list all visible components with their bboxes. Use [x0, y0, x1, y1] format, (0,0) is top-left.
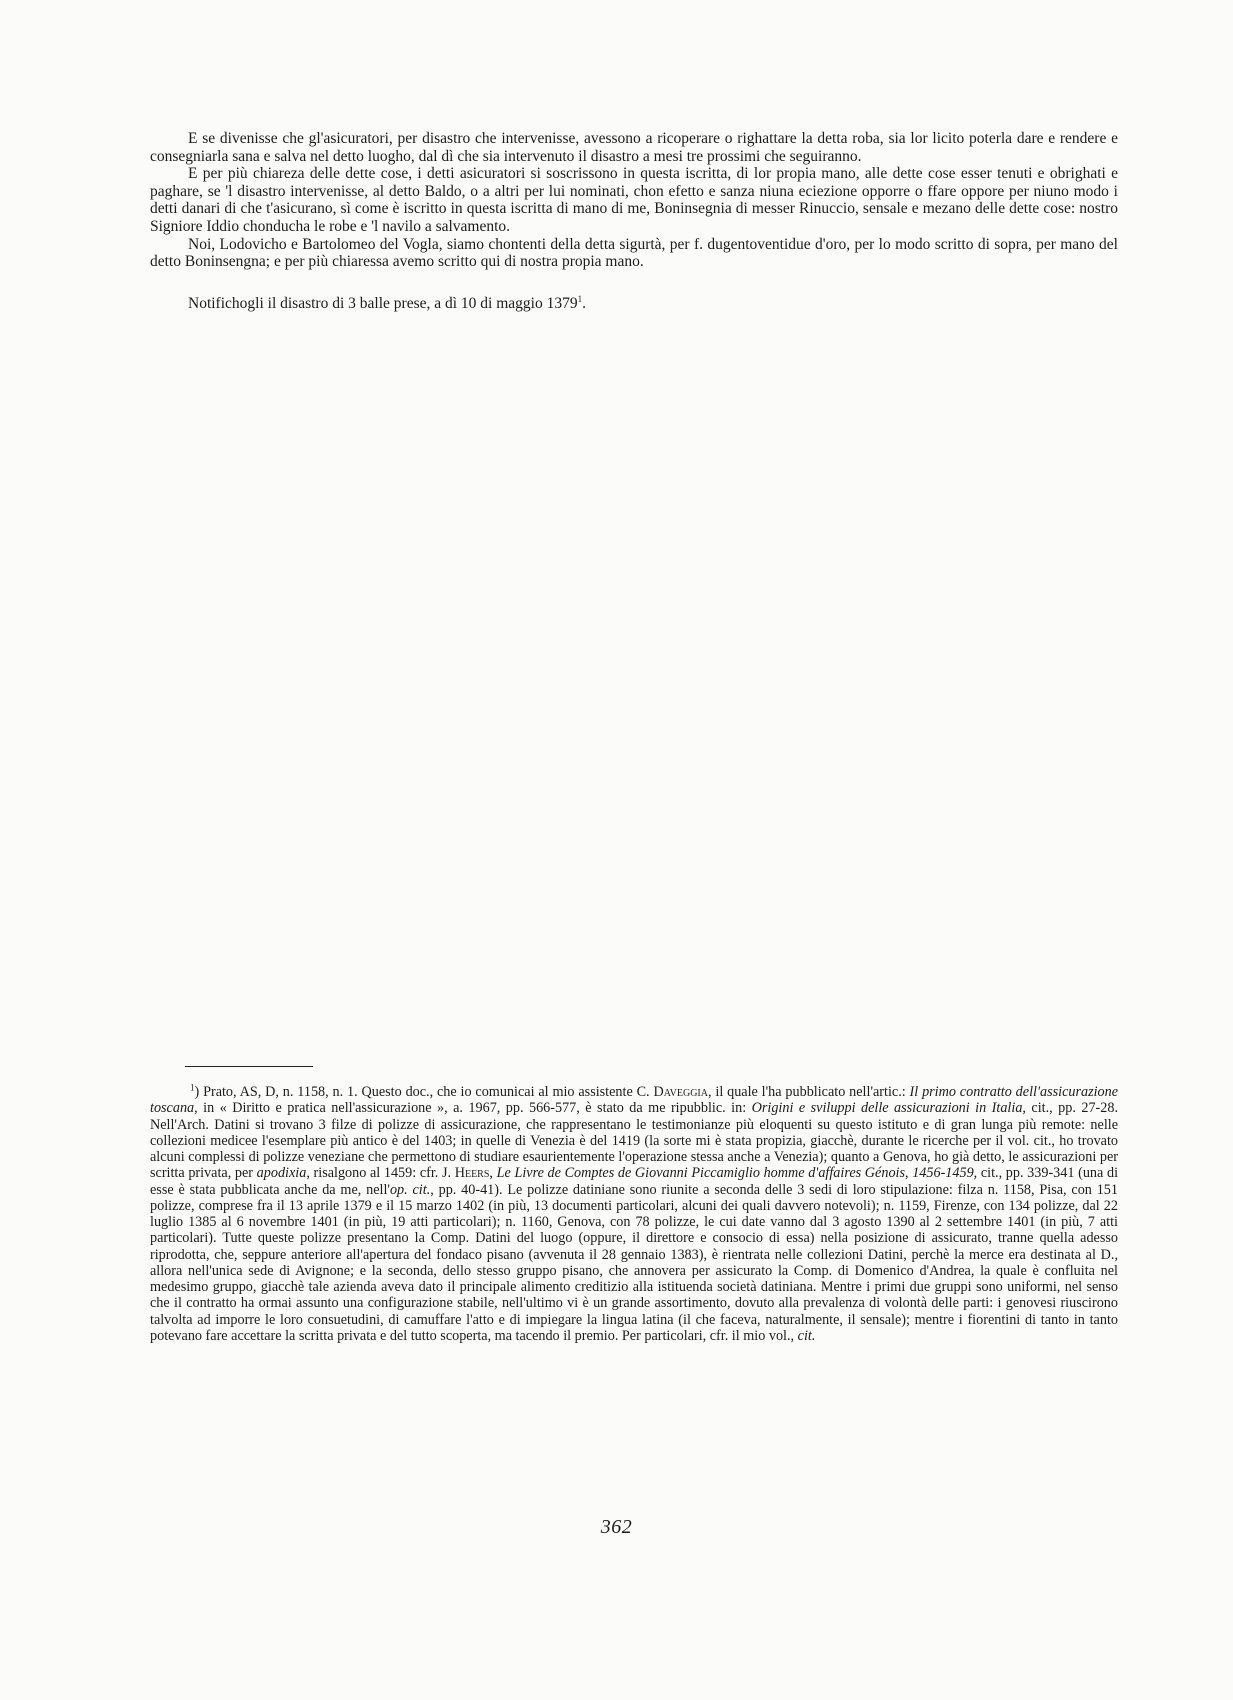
paragraph-signoff: Noi, Lodovicho e Bartolomeo del Vogla, siamo chontenti della detta sigurtà, per f. dugentoventidue d'oro, per lo modo scritto di sopra, per mano del detto Boninsengna; e per più chiaressa avemo scritto qui di nostra propia mano. [150, 235, 1118, 271]
footnote-paragraph [150, 1084, 1118, 1344]
footnote-text: , in « Diritto e pratica nell'assicurazione », a. 1967, pp. 566-577, è stato da me ripubblic. in: [194, 1100, 752, 1117]
footnote-separator [185, 1066, 313, 1067]
footnote-text: , cit., pp. 339-341 (una di esse è stata pubblicata anche da me, nell' [150, 1165, 1119, 1198]
cited-term: apodixia [256, 1165, 307, 1182]
author-name: Daveggia [653, 1084, 708, 1100]
author-name: Heers [454, 1165, 490, 1182]
paragraph-2: E per più chiareza delle dette cose, i detti asicuratori si soscrissono in questa iscritta, di lor propia mano, alle dette cose esser tenuti e obrighati e paghare, se 'l disastro intervenisse, al detto Baldo, o a altri per lui nominati, chon efetto e sanza niuna eciezione opporre o ffare oppore per niuno modo i detti danari di che t'asicurano, sì come è iscritto in questa iscritta di mano di me, Boninsegnia di messer Rinuccio, sensale e mezano delle dette cose: nostro Signiore Iddio chonducha le robe e 'l navilo a salvamento. [150, 165, 1118, 235]
cited-term: cit. [797, 1327, 816, 1344]
footnote-text: ) Prato, AS, D, n. 1158, n. 1. Questo doc., che io comunicai al mio assistente C. [194, 1084, 654, 1100]
notification-end: . [582, 294, 586, 312]
footnote-text: , pp. 40-41). Le polizze datiniane sono riunite a seconda delle 3 sedi di loro stipulazione: filza n. 1158, Pisa, con 151 polizze, comprese fra il 13 aprile 1379 e il 15 marzo 1402 (in più, 13 documenti particolari, alcuni dei quali davvero notevoli); n. 1159, Firenze, con 134 polizze, dal 22 luglio 1385 al 6 novembre 1401 (in più, 19 atti particolari); n. 1160, Genova, con 78 polizze, le cui date vanno dal 3 agosto 1390 al 2 settembre 1401 (in più, 7 atti particolari). Tutte queste polizze presentano la Comp. Datini del luogo (oppure, il direttore e consocio di essa) nella posizione di assicurato, tranne quella adesso riprodotta, che, seppure anteriore all'apertura del fondaco pisano (avvenuta il 28 gennaio 1383), è rientrata nelle collezioni Datini, perchè la merce era destinata al D., allora nell'unica sede di Avignone; e la seconda, dello stesso gruppo pisano, che annovera per assicurato la Comp. di Domenico d'Andrea, la quale è confluita nel medesimo gruppo, giacchè tale azienda aveva dato il principale alimento creditizio alla istituenda società datiniana. Mentre i primi due gruppi sono uniformi, nel senso che il contratto ha ormai assunto una configurazione stabile, nell'ultimo vi è un grande assortimento, dovuto alla prevalenza di volontà delle parti: i genovesi riuscirono talvolta ad imporre le loro consuetudini, di camuffare l'atto e di impiegare la lingua latina (il che faceva, naturalmente, il sensale); mentre i fiorentini di tanto in tanto potevano fare accettare la scritta privata e del tutto scoperta, ma tacendo il premio. Per particolari, cfr. il mio vol., [150, 1181, 1118, 1344]
footnote-text: , risalgono al 1459: cfr. J. [306, 1165, 455, 1182]
footnote-marker: 1 [190, 1082, 195, 1093]
footnote-text: , cit., pp. 27-28. Nell'Arch. Datini si trovano 3 filze di polizze di assicurazione, che rappresentano le testimonianze più eloquenti su questo istituto e di gran lunga più remote: nelle collezioni medicee l'esemplare più antico è del 1403; in quelle di Venezia è del 1419 (la sorte mi è stata propizia, giacchè, durante le ricerche per il vol. cit., ho trovato alcuni complessi di polizze veneziane che permettono di studiare esaurientemente l'operazione stessa anche a Venezia); quanto a Genova, ho già detto, le assicurazioni per scritta privata, per [150, 1100, 1119, 1182]
footnote-reference: 1 [577, 293, 583, 304]
main-text [150, 130, 1118, 312]
notification-text: Notifichogli il disastro di 3 balle prese, a dì 10 di maggio 1379 [188, 294, 578, 312]
cited-title: Il primo contratto dell'assicurazione toscana [150, 1084, 1119, 1117]
cited-title: Origini e sviluppi delle assicurazioni in Italia [751, 1100, 1023, 1117]
page-number: 362 [600, 1516, 633, 1538]
footnote [150, 1084, 1118, 1344]
footnote-text: , il quale l'ha pubblicato nell'artic.: [707, 1084, 910, 1100]
paragraph-1: E se divenisse che gl'asicuratori, per disastro che intervenisse, avessono a ricoperare o righattare la detta roba, sia lor licito poterla dare e rendere e consegniarla sana e salva nel detto luogho, dal dì che sia intervenuto il disastro a mesi tre prossimi che seguiranno. [150, 130, 1118, 165]
footnote-text: , [489, 1165, 497, 1182]
cited-term: op. cit. [389, 1181, 431, 1198]
paragraph-notification [150, 295, 1118, 313]
cited-title: Le Livre de Comptes de Giovanni Piccamiglio homme d'affaires Génois, 1456-1459 [496, 1165, 974, 1182]
